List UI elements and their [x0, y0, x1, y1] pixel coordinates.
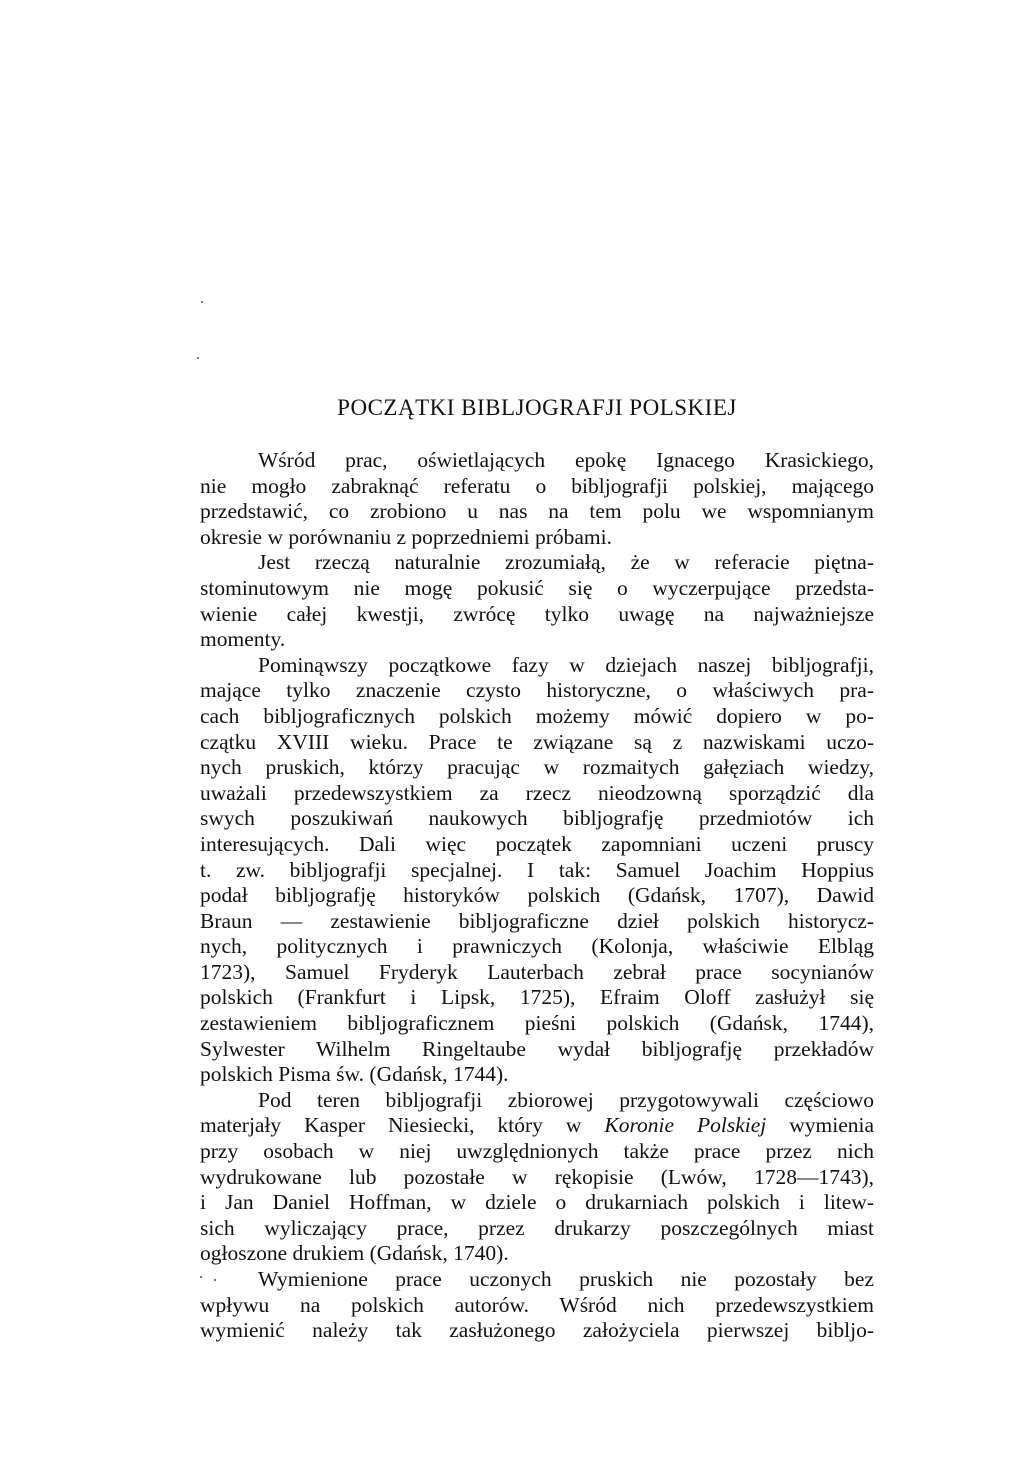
text-line: mające tylko znaczenie czysto historyczne, o właściwych pra-: [200, 678, 874, 703]
text-line: polskich (Frankfurt i Lipsk, 1725), Efraim Oloff zasłużył się: [200, 985, 874, 1010]
text-line: i Jan Daniel Hoffman, w dziele o drukarniach polskich i litew-: [200, 1190, 874, 1215]
text-line: nych, politycznych i prawniczych (Kolonja, właściwie Elbląg: [200, 934, 874, 959]
text-line: wienie całej kwestji, zwrócę tylko uwagę na najważniejsze: [200, 601, 874, 626]
text-line: wymienić należy tak zasłużonego założyciela pierwszej biblјo-: [200, 1318, 874, 1343]
text-line: stominutowym nie mogę pokusić się o wyczerpujące przedsta-: [200, 575, 874, 600]
italic-work-title: Koronie Polskiej: [604, 1113, 767, 1138]
text-line: podał bibljografję historyków polskich (Gdańsk, 1707), Dawid: [200, 883, 874, 908]
text-line: Pod teren bibljografji zbiorowej przygotowywali częściowo: [258, 1087, 874, 1112]
text-line-with-italic: [200, 1113, 874, 1139]
text-line: sich wyliczający prace, przez drukarzy poszczególnych miast: [200, 1215, 874, 1240]
text-line: nych pruskich, którzy pracując w rozmaitych gałęziach wiedzy,: [200, 755, 874, 780]
text-line: wydrukowane lub pozostałe w rękopisie (Lwów, 1728—1743),: [200, 1164, 874, 1189]
text-line: t. zw. bibljografji specjalnej. I tak: Samuel Joachim Hoppius: [200, 857, 874, 882]
text-line: Sylwester Wilhelm Ringeltaube wydał bibljografję przekładów: [200, 1036, 874, 1061]
page-title: POCZĄTKI BIBLJOGRAFJI POLSKIEJ: [337, 395, 737, 420]
text-line: okresie w porównaniu z poprzedniemi próbami.: [200, 524, 612, 549]
text-line: momenty.: [200, 627, 286, 652]
text-line: cach bibljograficznych polskich możemy mówić dopiero w po-: [200, 703, 874, 728]
text-line: Braun — zestawienie bibljograficzne dzieł polskich historycz-: [200, 908, 874, 933]
text-line: Wymienione prace uczonych pruskich nie pozostały bez: [258, 1267, 874, 1291]
text-line: czątku XVIII wieku. Prace te związane są z nazwiskami uczo-: [200, 729, 874, 754]
text-line: przy osobach w niej uwzględnionych także prace przez nich: [200, 1139, 874, 1164]
text-segment: materjały Kasper Niesiecki, który w: [200, 1113, 605, 1138]
scan-speck: [201, 301, 203, 303]
text-line: uważali przedewszystkiem za rzecz nieodzowną sporządzić dla: [200, 780, 874, 805]
text-line: przedstawić, co zrobiono u nas na tem polu we wspomnianym: [200, 499, 874, 524]
text-line: 1723), Samuel Fryderyk Lauterbach zebrał prace socynianów: [200, 959, 874, 984]
text-line: nie mogło zabraknąć referatu o bibljografji polskiej, mającego: [200, 473, 874, 498]
text-segment: wymienia: [766, 1113, 874, 1138]
text-line: ogłoszone drukiem (Gdańsk, 1740).: [200, 1241, 509, 1266]
text-line: Wśród prac, oświetlających epokę Ignacego Krasickiego,: [258, 448, 874, 472]
scan-speck: [197, 357, 199, 359]
text-line: swych poszukiwań naukowych bibljografję przedmiotów ich: [200, 806, 874, 831]
text-line: Pominąwszy początkowe fazy w dziejach naszej bibljografji,: [258, 652, 874, 677]
text-line: Jest rzeczą naturalnie zrozumiałą, że w referacie piętna-: [258, 550, 874, 575]
text-line: zestawieniem bibljograficznem pieśni polskich (Gdańsk, 1744),: [200, 1011, 874, 1036]
body-text: [200, 448, 874, 1344]
text-line: polskich Pisma św. (Gdańsk, 1744).: [200, 1062, 509, 1087]
text-line: wpływu na polskich autorów. Wśród nich przedewszystkiem: [200, 1292, 874, 1317]
text-line: interesujących. Dali więc początek zapomniani uczeni pruscy: [200, 831, 874, 856]
